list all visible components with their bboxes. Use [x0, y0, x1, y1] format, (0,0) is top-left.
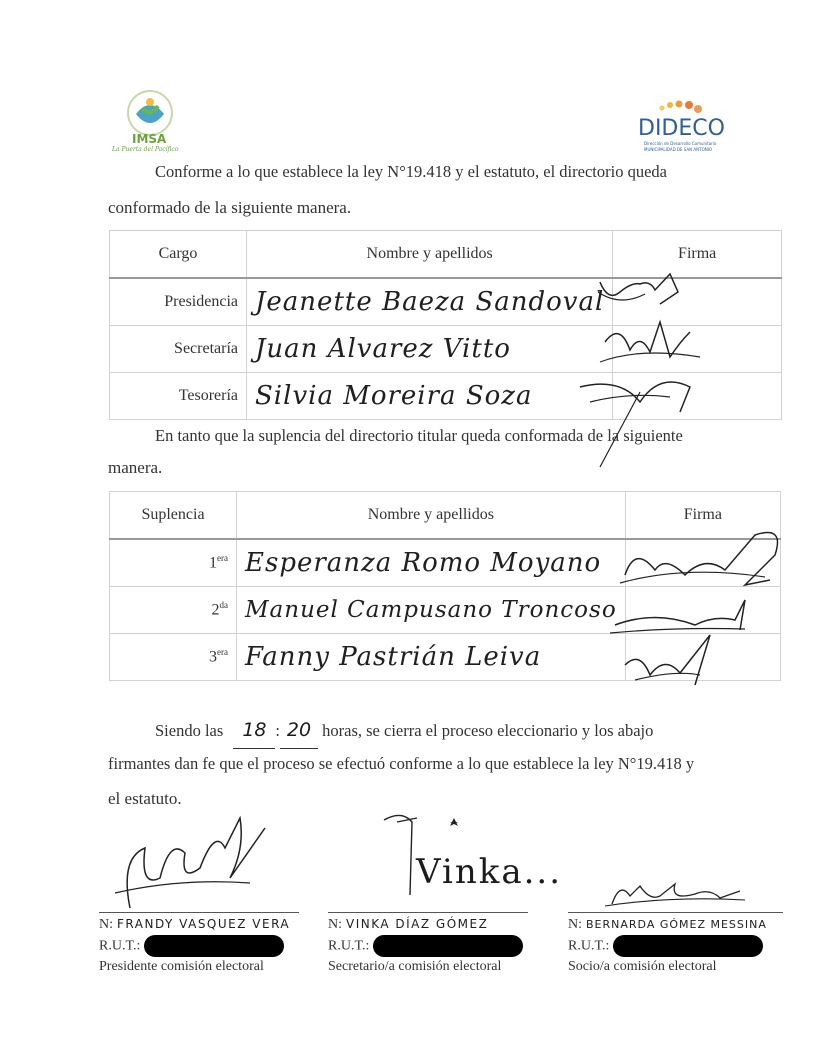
signatory-n-label: N: — [99, 917, 113, 932]
closing-line-1: Siendo las 18 : 20 horas, se cierra el proceso eleccionario y los abajo — [155, 712, 653, 749]
imsa-logo — [112, 88, 192, 160]
redacted-rut — [613, 935, 763, 957]
signatory-rut-label: R.U.T.: — [99, 938, 141, 954]
dideco-dots-icon — [656, 98, 716, 114]
intro-line-2: conformado de la siguiente manera. — [108, 198, 352, 217]
signatory-president — [99, 912, 299, 975]
signatory-rut-line — [328, 935, 528, 957]
signatory-rut-label: R.U.T.: — [568, 938, 610, 954]
redacted-rut — [144, 935, 284, 957]
member-signature-icon — [600, 876, 750, 916]
substitute-order-number: 2 — [211, 601, 220, 619]
substitute-nombre-cell — [237, 539, 626, 587]
closing-minute: 20 — [280, 712, 318, 749]
board-header-cargo: Cargo — [110, 231, 247, 279]
redacted-rut — [373, 935, 523, 957]
dideco-logo-sub1: Dirección de Desarrollo Comunitario — [644, 141, 717, 146]
substitute-handwritten-name: Fanny Pastrián Leiva — [245, 642, 542, 672]
board-cargo-cell: Tesorería — [110, 373, 247, 420]
intro-line-1: Conforme a lo que establece la ley N°19.418 y el estatuto, el directorio queda — [155, 162, 667, 181]
substitute-order-cell — [110, 539, 237, 587]
signatory-role: Presidente comisión electoral — [99, 959, 264, 974]
signatory-name-line — [99, 912, 299, 933]
substitute-order-suffix: era — [217, 553, 228, 564]
closing-suffix: horas, se cierra el proceso eleccionario y los abajo — [322, 721, 654, 740]
substitute-header-firma: Firma — [625, 492, 780, 540]
board-header-firma: Firma — [613, 231, 782, 279]
imsa-emblem-icon — [112, 88, 192, 138]
substitute-order-number: 1 — [209, 554, 217, 572]
signatory-role: Socio/a comisión electoral — [568, 959, 717, 974]
closing-line-3: el estatuto. — [108, 789, 182, 808]
closing-line-2: firmantes dan fe que el proceso se efectuó conforme a lo que establece la ley N°19.418 y — [108, 754, 695, 773]
imsa-logo-text: IMSA — [132, 132, 167, 146]
board-header-nombre: Nombre y apellidos — [247, 231, 613, 279]
substitute-signatures-icon — [595, 515, 805, 695]
substitute-order-suffix: era — [217, 647, 228, 658]
closing-hour: 18 — [233, 712, 275, 749]
signatory-name: FRANDY VASQUEZ VERA — [117, 917, 291, 931]
board-nombre-cell — [247, 278, 613, 326]
dideco-logo — [636, 98, 736, 158]
substitute-intro-line-1: En tanto que la suplencia del directorio titular queda conformada de la siguiente — [155, 426, 683, 445]
substitute-order-number: 3 — [209, 648, 217, 666]
signatory-n-label: N: — [328, 917, 342, 932]
signatory-rut-line — [99, 935, 299, 957]
secretary-signature-text: Vinka... — [416, 852, 563, 892]
board-cargo-cell: Secretaría — [110, 326, 247, 373]
signatory-name: BERNARDA GÓMEZ MESSINA — [586, 918, 767, 931]
signatory-secretary — [328, 912, 528, 975]
signatory-name-line — [328, 912, 528, 933]
closing-prefix: Siendo las — [155, 721, 224, 740]
board-handwritten-name: Jeanette Baeza Sandoval — [255, 287, 605, 317]
signatory-role: Secretario/a comisión electoral — [328, 959, 502, 974]
substitute-order-suffix: da — [219, 600, 228, 611]
signatory-name-line — [568, 912, 783, 933]
substitute-nombre-cell — [237, 587, 626, 634]
imsa-logo-tagline: La Puerta del Pacífico — [112, 146, 179, 153]
board-handwritten-name: Juan Alvarez Vitto — [255, 334, 511, 364]
substitute-header-nombre: Nombre y apellidos — [237, 492, 626, 540]
president-signature-icon — [100, 808, 280, 918]
substitute-handwritten-name: Manuel Campusano Troncoso — [245, 597, 617, 623]
board-cargo-cell: Presidencia — [110, 278, 247, 326]
dideco-logo-text: DIDECO — [638, 116, 725, 141]
signatory-rut-line — [568, 935, 783, 957]
signatory-name: VINKA DÍAZ GÓMEZ — [346, 917, 489, 931]
substitute-nombre-cell — [237, 634, 626, 681]
substitute-header-suplencia: Suplencia — [110, 492, 237, 540]
board-nombre-cell — [247, 326, 613, 373]
board-handwritten-name: Silvia Moreira Soza — [255, 381, 533, 411]
substitute-order-cell — [110, 587, 237, 634]
signatory-n-label: N: — [568, 917, 582, 932]
substitute-intro-line-2: manera. — [108, 458, 163, 477]
signatory-rut-label: R.U.T.: — [328, 938, 370, 954]
substitute-order-cell — [110, 634, 237, 681]
dideco-logo-sub2: MUNICIPALIDAD DE SAN ANTONIO — [644, 147, 713, 152]
substitute-handwritten-name: Esperanza Romo Moyano — [245, 548, 602, 578]
signatory-member — [568, 912, 783, 975]
secretary-signature — [372, 810, 563, 905]
board-nombre-cell — [247, 373, 613, 420]
